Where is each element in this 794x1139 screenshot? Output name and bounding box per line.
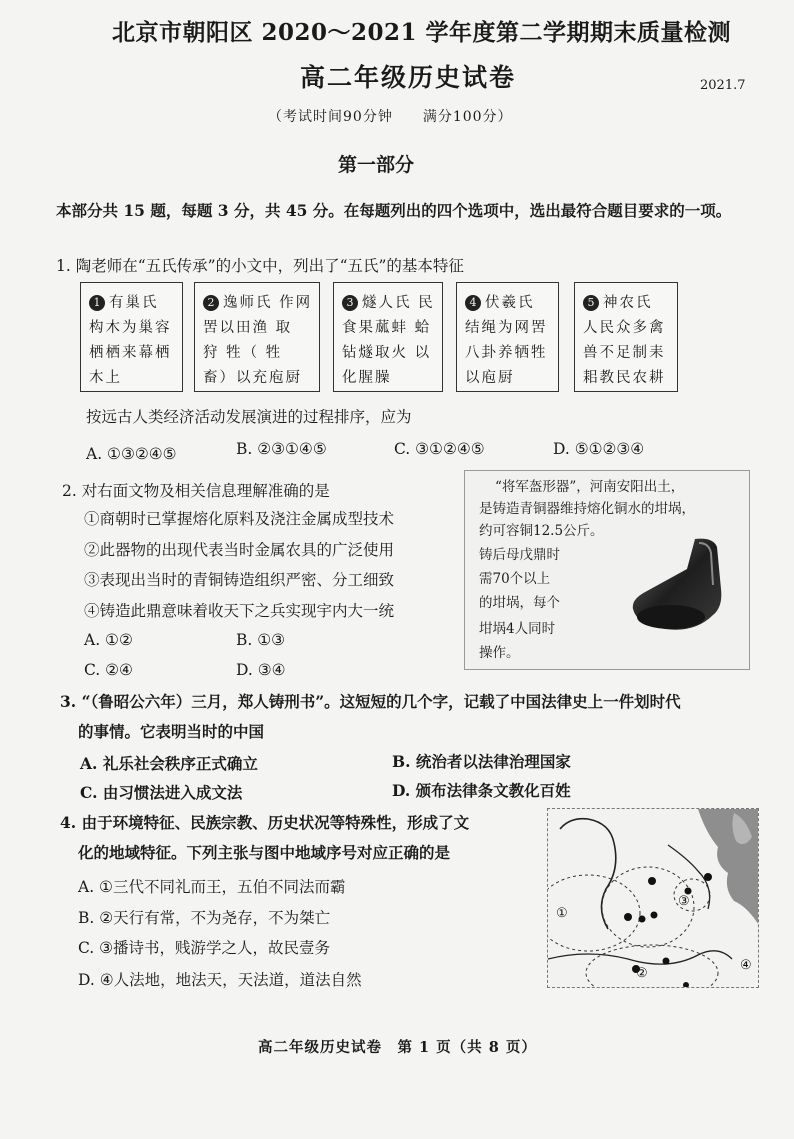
- q2-item-4: ④铸造此鼎意味着收天下之兵实现宇内大一统: [84, 602, 395, 620]
- q1-card-5: [574, 282, 678, 392]
- artifact-line-5: 需70个以上: [479, 571, 551, 587]
- card-text: 神农氏 人民众多禽 兽不足制耒 耜教民农耕: [583, 295, 666, 386]
- map-label-1: ①: [556, 906, 568, 921]
- q4-option-d[interactable]: D. ④人法地，地法天，天法道，道法自然: [78, 971, 362, 989]
- exam-title: 高二年级历史试卷: [300, 63, 517, 92]
- q1-card-3: [333, 282, 443, 392]
- map-label-2: ②: [636, 966, 648, 981]
- q3-option-a[interactable]: A. 礼乐社会秩序正式确立: [80, 754, 258, 773]
- q4-option-a[interactable]: A. ①三代不同礼而王，五伯不同法而霸: [78, 878, 346, 896]
- region-map-drawing: [548, 809, 759, 988]
- q1-card-4: [456, 282, 559, 392]
- bronze-crucible-image: [625, 533, 735, 643]
- q4-stem-line-1: 4. 由于环境特征、民族宗教、历史状况等特殊性，形成了文: [60, 813, 470, 832]
- card-text: 燧人氏 民食果蓏蚌 蛤钻燧取火 以化腥臊: [342, 295, 435, 386]
- q1-prompt: 按远古人类经济活动发展演进的过程排序，应为: [86, 408, 412, 426]
- q1-stem: 1. 陶老师在“五氏传承”的小文中，列出了“五氏”的基本特征: [56, 257, 464, 275]
- q3-option-d[interactable]: D. 颁布法律条文教化百姓: [392, 781, 571, 800]
- artifact-line-2: 是铸造青铜器维持熔化铜水的坩埚，: [479, 501, 695, 517]
- card-number: 2: [203, 295, 219, 311]
- card-number: 1: [89, 295, 105, 311]
- section-title: 第一部分: [338, 154, 415, 176]
- exam-date: 2021.7: [700, 78, 746, 93]
- artifact-line-1: “将军盔形器”，河南安阳出土，: [495, 479, 685, 495]
- artifact-line-3: 约可容铜12.5公斤。: [479, 523, 604, 539]
- exam-info: （考试时间90分钟 满分100分）: [268, 109, 513, 125]
- q1-option-c[interactable]: C. ③①②④⑤: [394, 440, 485, 458]
- map-label-3: ③: [678, 894, 690, 909]
- q2-option-a[interactable]: A. ①②: [84, 631, 133, 649]
- artifact-line-7: 坩埚4人同时: [479, 621, 556, 637]
- card-text: 逸师氏 作网罟以田渔 取 狩 牲（ 牲 畜）以充庖厨: [203, 295, 313, 386]
- card-number: 4: [465, 295, 481, 311]
- artifact-line-4: 铸后母戊鼎时: [479, 547, 560, 563]
- card-number: 5: [583, 295, 599, 311]
- q3-stem-line-2: 的事情。它表明当时的中国: [78, 722, 265, 741]
- q2-option-c[interactable]: C. ②④: [84, 661, 133, 679]
- q2-item-2: ②此器物的出现代表当时金属农具的广泛使用: [84, 541, 395, 559]
- card-text: 有巢氏 构木为巢容 栖栖来幕栖 木上: [89, 295, 172, 386]
- card-number: 3: [342, 295, 358, 311]
- q1-option-b[interactable]: B. ②③①④⑤: [236, 440, 327, 458]
- region-map: [547, 808, 759, 988]
- card-text: 伏羲氏 结绳为网罟 八卦养牺牲 以庖厨: [465, 295, 548, 386]
- artifact-line-6: 的坩埚，每个: [479, 595, 560, 611]
- q1-option-a[interactable]: A. ①③②④⑤: [86, 445, 177, 463]
- q2-stem: 2. 对右面文物及相关信息理解准确的是: [62, 482, 330, 500]
- q4-option-c[interactable]: C. ③播诗书，贱游学之人，故民壹务: [78, 939, 331, 957]
- section-instructions: 本部分共 15 题，每题 3 分，共 45 分。在每题列出的四个选项中，选出最符合题目要求的一项。: [56, 201, 732, 220]
- q2-item-1: ①商朝时已掌握熔化原料及浇注金属成型技术: [84, 510, 395, 528]
- artifact-panel: [464, 470, 750, 670]
- school-header: 北京市朝阳区 2020～2021 学年度第二学期期末质量检测: [112, 19, 732, 46]
- q2-option-d[interactable]: D. ③④: [236, 661, 286, 679]
- artifact-line-8: 操作。: [479, 645, 520, 661]
- q2-item-3: ③表现出当时的青铜铸造组织严密、分工细致: [84, 571, 395, 589]
- q1-card-2: [194, 282, 320, 392]
- page-footer: 高二年级历史试卷 第 1 页（共 8 页）: [258, 1039, 537, 1056]
- map-label-4: ④: [740, 958, 752, 973]
- q2-option-b[interactable]: B. ①③: [236, 631, 286, 649]
- q1-option-d[interactable]: D. ⑤①②③④: [553, 440, 645, 458]
- q3-stem-line-1: 3. “（鲁昭公六年）三月，郑人铸刑书”。这短短的几个字，记载了中国法律史上一件划时代: [60, 692, 681, 711]
- q3-option-b[interactable]: B. 统治者以法律治理国家: [392, 752, 571, 771]
- q1-card-1: [80, 282, 183, 392]
- q3-option-c[interactable]: C. 由习惯法进入成文法: [80, 783, 243, 802]
- q4-option-b[interactable]: B. ②天行有常，不为尧存，不为桀亡: [78, 909, 331, 927]
- q4-stem-line-2: 化的地域特征。下列主张与图中地域序号对应正确的是: [78, 843, 451, 862]
